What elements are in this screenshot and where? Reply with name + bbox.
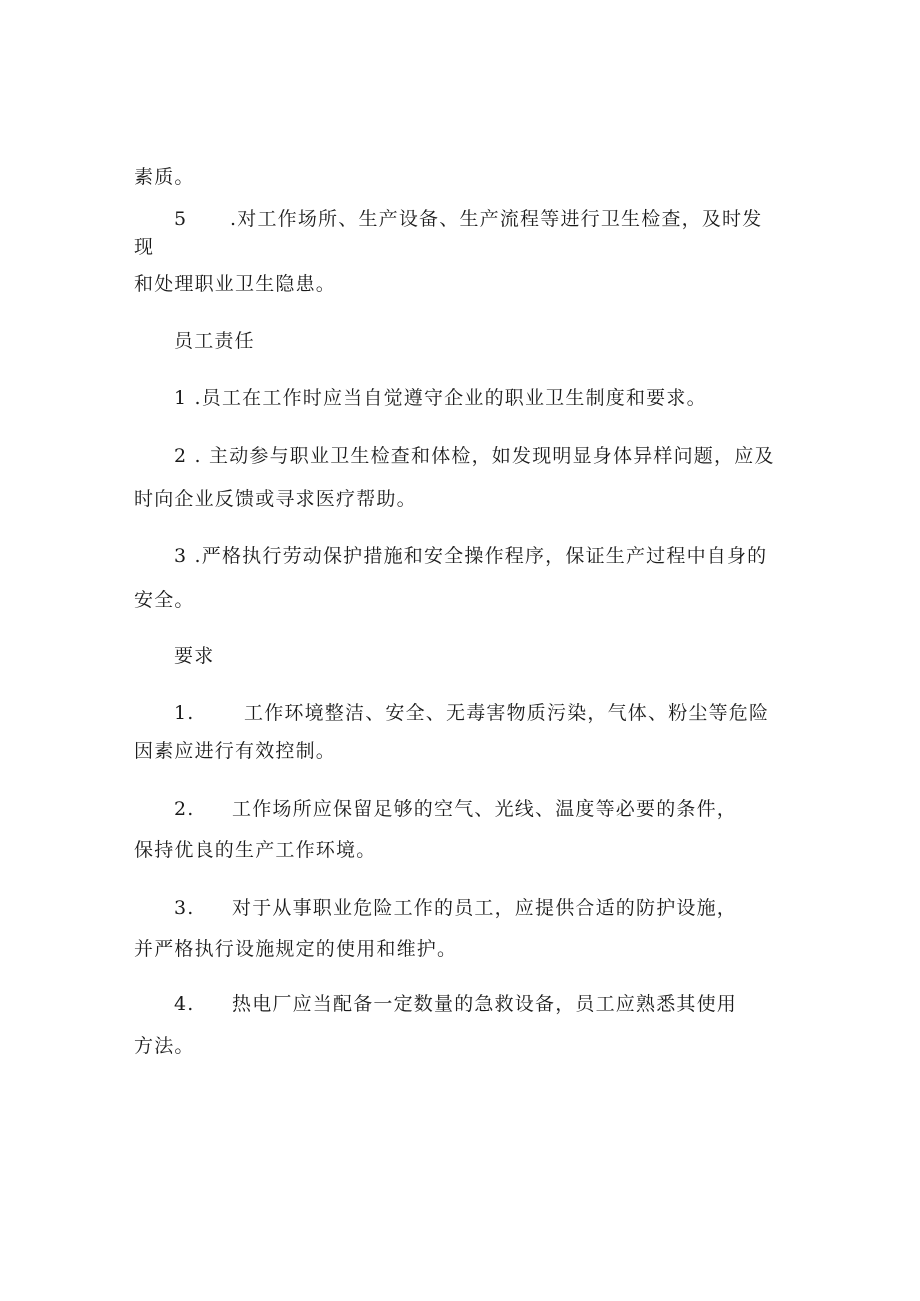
item-number: 5	[174, 208, 188, 230]
text-line: 2 . 主动参与职业卫生检查和体检，如发现明显身体异样问题，应及	[174, 445, 775, 467]
text-line: 保持优良的生产工作环境。	[134, 839, 377, 861]
text-line: 方法。	[134, 1035, 195, 1057]
item-number: 1.	[174, 702, 195, 724]
text-line: .对工作场所、生产设备、生产流程等进行卫生检查，及时发	[230, 208, 763, 230]
item-number: 3.	[174, 897, 195, 919]
text-line: 热电厂应当配备一定数量的急救设备，员工应熟悉其使用	[232, 993, 738, 1015]
item-number: 2.	[174, 798, 195, 820]
item-number: 4.	[174, 993, 195, 1015]
text-line: 3 .严格执行劳动保护措施和安全操作程序，保证生产过程中自身的	[174, 545, 768, 567]
text-line: 素质。	[134, 166, 195, 188]
text-line: 安全。	[134, 589, 195, 611]
text-line: 因素应进行有效控制。	[134, 740, 337, 762]
text-line: 时向企业反馈或寻求医疗帮助。	[134, 488, 417, 510]
text-line: 工作环境整洁、安全、无毒害物质污染，气体、粉尘等危险	[244, 702, 770, 724]
section-heading: 员工责任	[174, 330, 255, 352]
section-heading: 要求	[174, 645, 215, 667]
text-line: 并严格执行设施规定的使用和维护。	[134, 938, 458, 960]
text-line: 现	[134, 236, 155, 258]
text-line: 工作场所应保留足够的空气、光线、温度等必要的条件，	[232, 798, 738, 820]
text-line: 和处理职业卫生隐患。	[134, 273, 337, 295]
text-line: 对于从事职业危险工作的员工，应提供合适的防护设施，	[232, 897, 738, 919]
text-line: 1 .员工在工作时应当自觉遵守企业的职业卫生制度和要求。	[174, 387, 707, 409]
